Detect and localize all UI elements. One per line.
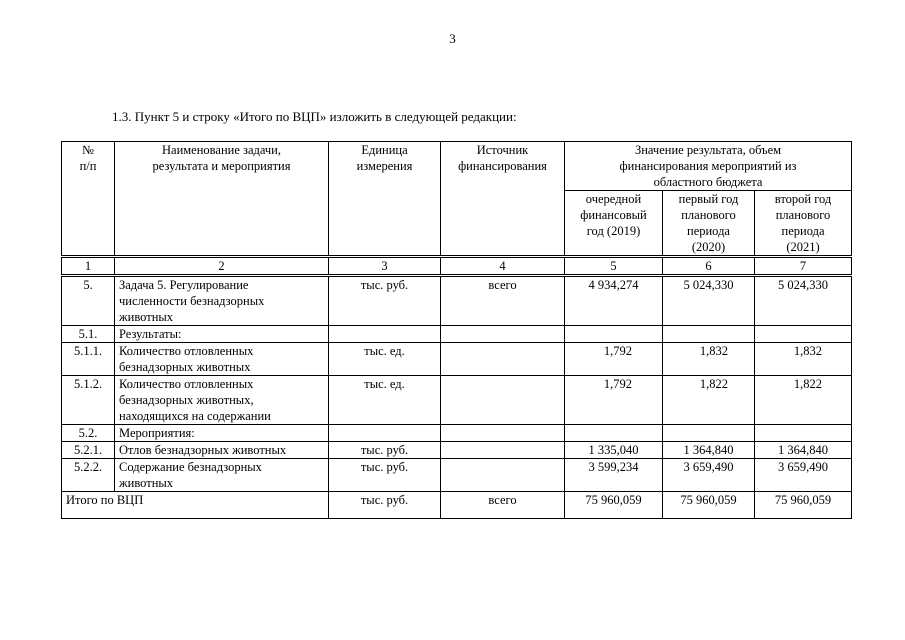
row-value-2020 [663, 326, 755, 343]
row-name: Результаты: [115, 326, 329, 343]
total-value-2021: 75 960,059 [755, 492, 852, 519]
row-unit: тыс. руб. [329, 442, 441, 459]
row-value-2021 [755, 425, 852, 442]
row-value-2021: 3 659,490 [755, 459, 852, 492]
row-value-2020: 5 024,330 [663, 276, 755, 326]
row-unit: тыс. руб. [329, 276, 441, 326]
total-value-2020: 75 960,059 [663, 492, 755, 519]
row-name: Количество отловленных безнадзорных животных, находящихся на содержании [115, 376, 329, 425]
header-year-2020: первый год планового периода (2020) [663, 191, 755, 257]
header-value: Значение результата, объем финансирования мероприятий из областного бюджета [565, 142, 852, 191]
row-value-2019: 1,792 [565, 343, 663, 376]
row-source [441, 442, 565, 459]
header-year-2019: очередной финансовый год (2019) [565, 191, 663, 257]
row-source [441, 425, 565, 442]
row-value-2020 [663, 425, 755, 442]
row-value-2021: 1,832 [755, 343, 852, 376]
row-unit [329, 326, 441, 343]
header-row-1 [62, 142, 852, 191]
row-value-2020: 1,822 [663, 376, 755, 425]
column-number: 5 [565, 257, 663, 276]
header-name: Наименование задачи, результата и мероприятия [115, 142, 329, 257]
row-value-2020: 1,832 [663, 343, 755, 376]
table-row [62, 276, 852, 326]
row-source [441, 343, 565, 376]
column-number: 6 [663, 257, 755, 276]
row-num: 5.1.2. [62, 376, 115, 425]
row-unit [329, 425, 441, 442]
row-unit: тыс. ед. [329, 376, 441, 425]
row-value-2021: 1 364,840 [755, 442, 852, 459]
total-source: всего [441, 492, 565, 519]
header-year-2021: второй год планового периода (2021) [755, 191, 852, 257]
row-value-2019 [565, 326, 663, 343]
row-num: 5.2.1. [62, 442, 115, 459]
row-num: 5.2.2. [62, 459, 115, 492]
header-num: № п/п [62, 142, 115, 257]
column-number: 7 [755, 257, 852, 276]
row-value-2020: 1 364,840 [663, 442, 755, 459]
row-value-2019: 3 599,234 [565, 459, 663, 492]
column-number: 4 [441, 257, 565, 276]
intro-paragraph: 1.3. Пункт 5 и строку «Итого по ВЦП» изложить в следующей редакции: [112, 109, 517, 124]
row-source [441, 459, 565, 492]
row-value-2020: 3 659,490 [663, 459, 755, 492]
row-value-2021: 1,822 [755, 376, 852, 425]
row-num: 5.2. [62, 425, 115, 442]
table-row [62, 326, 852, 343]
header-source: Источник финансирования [441, 142, 565, 257]
row-name: Задача 5. Регулирование численности безнадзорных животных [115, 276, 329, 326]
table-row [62, 425, 852, 442]
table-row [62, 459, 852, 492]
row-source [441, 376, 565, 425]
row-value-2019: 4 934,274 [565, 276, 663, 326]
total-label: Итого по ВЦП [62, 492, 329, 519]
row-name: Количество отловленных безнадзорных животных [115, 343, 329, 376]
column-number: 3 [329, 257, 441, 276]
row-value-2019: 1,792 [565, 376, 663, 425]
row-value-2021 [755, 326, 852, 343]
row-source: всего [441, 276, 565, 326]
row-unit: тыс. руб. [329, 459, 441, 492]
row-name: Мероприятия: [115, 425, 329, 442]
table-row [62, 442, 852, 459]
total-value-2019: 75 960,059 [565, 492, 663, 519]
row-name: Содержание безнадзорных животных [115, 459, 329, 492]
column-number: 2 [115, 257, 329, 276]
total-unit: тыс. руб. [329, 492, 441, 519]
page-number: 3 [449, 31, 456, 46]
row-num: 5. [62, 276, 115, 326]
results-table [61, 141, 852, 519]
total-row [62, 492, 852, 519]
column-number: 1 [62, 257, 115, 276]
header-unit: Единица измерения [329, 142, 441, 257]
row-name: Отлов безнадзорных животных [115, 442, 329, 459]
table-row [62, 376, 852, 425]
row-num: 5.1.1. [62, 343, 115, 376]
row-value-2021: 5 024,330 [755, 276, 852, 326]
row-source [441, 326, 565, 343]
row-unit: тыс. ед. [329, 343, 441, 376]
row-value-2019: 1 335,040 [565, 442, 663, 459]
row-value-2019 [565, 425, 663, 442]
table-row [62, 343, 852, 376]
row-num: 5.1. [62, 326, 115, 343]
column-numbers-row [62, 257, 852, 276]
